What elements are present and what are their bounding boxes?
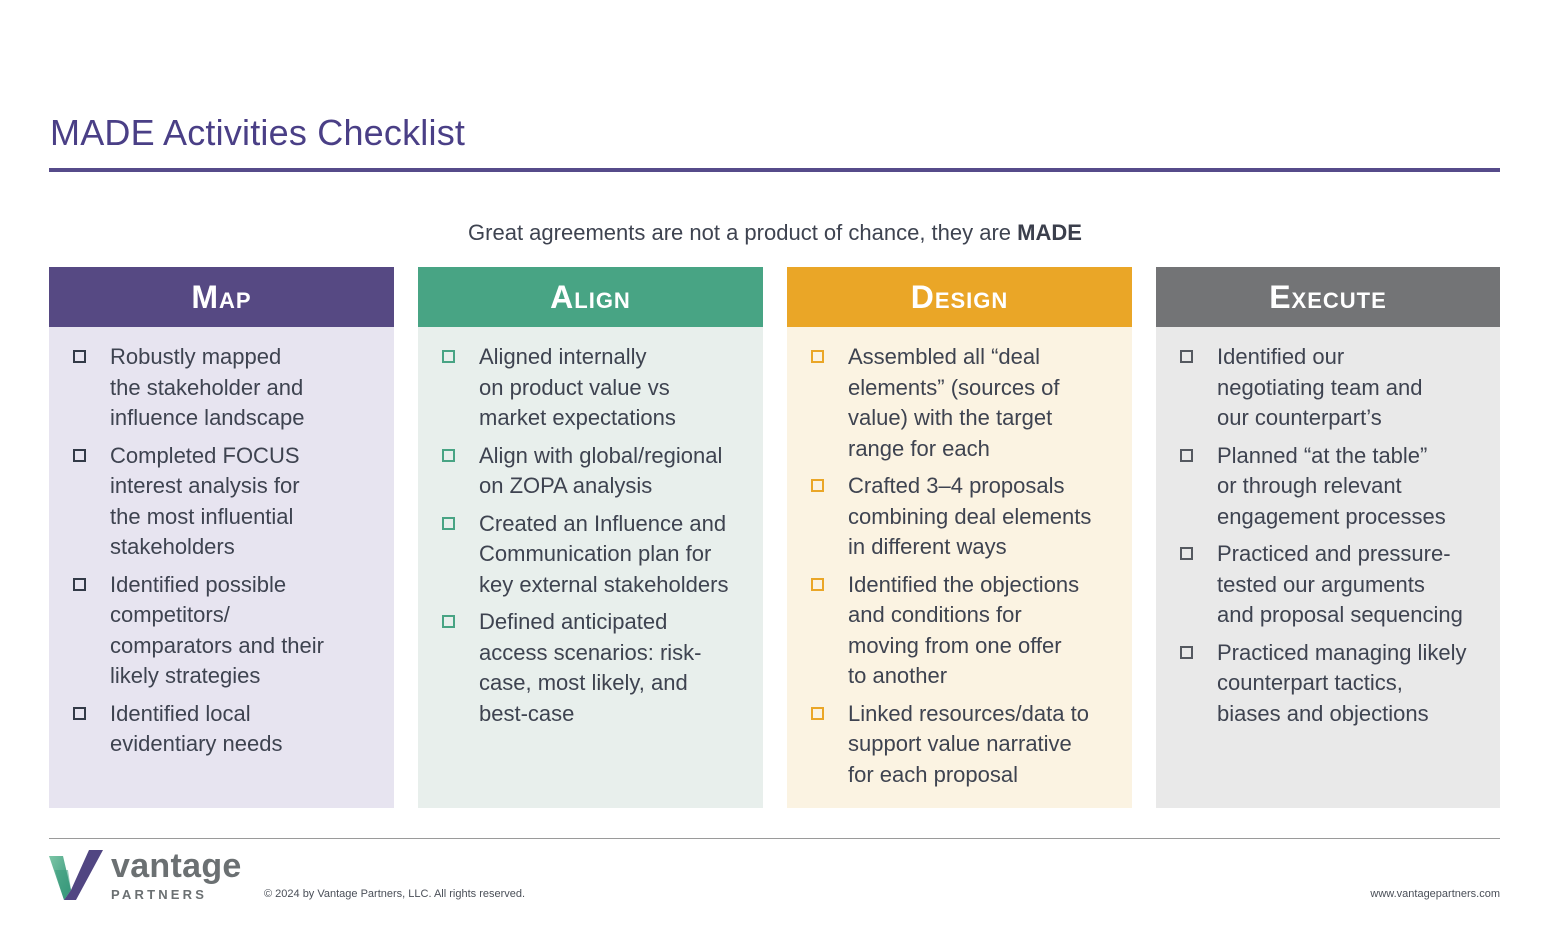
checkbox[interactable] bbox=[1180, 449, 1193, 462]
checkbox[interactable] bbox=[442, 615, 455, 628]
checklist-item bbox=[49, 699, 394, 760]
tagline-emphasis: MADE bbox=[1017, 220, 1082, 245]
logo-subtitle: PARTNERS bbox=[111, 887, 208, 902]
checklist-item bbox=[1156, 441, 1500, 533]
checklist-item bbox=[418, 509, 763, 601]
column-heading-execute: Execute bbox=[1156, 267, 1500, 327]
checklist-item-text: Created an Influence and Communication plan for key external stakeholders bbox=[479, 510, 729, 597]
checkbox[interactable] bbox=[73, 578, 86, 591]
checklist-item bbox=[787, 570, 1132, 692]
column-map bbox=[49, 267, 394, 808]
footer-divider bbox=[49, 838, 1500, 839]
checklist-item-text: Aligned internally on product value vs market expectations bbox=[479, 344, 676, 430]
checklist-item-text: Defined anticipated access scenarios: risk- case, most likely, and best-case bbox=[479, 609, 702, 726]
checkbox[interactable] bbox=[1180, 350, 1193, 363]
checklist-item-text: Identified the objections and conditions for moving from one offer to another bbox=[848, 571, 1080, 688]
column-heading-map: Map bbox=[49, 267, 394, 327]
checklist-item-text: Planned “at the table” or through relevant engagement processes bbox=[1217, 442, 1446, 529]
checklist-item-text: Assembled all “deal elements” (sources of value) with the target range for each bbox=[848, 344, 1060, 461]
checkbox[interactable] bbox=[442, 517, 455, 530]
checkbox[interactable] bbox=[442, 350, 455, 363]
checklist-item bbox=[418, 607, 763, 729]
column-align bbox=[418, 267, 763, 808]
tagline bbox=[0, 220, 1550, 246]
checkbox[interactable] bbox=[1180, 646, 1193, 659]
checkbox[interactable] bbox=[811, 707, 824, 720]
checkbox[interactable] bbox=[73, 449, 86, 462]
checklist-item bbox=[1156, 539, 1500, 631]
checklist-item-text: Identified possible competitors/ comparators and their likely strategies bbox=[110, 571, 324, 688]
checklist-item bbox=[49, 570, 394, 692]
checkbox[interactable] bbox=[442, 449, 455, 462]
checklist-item-text: Identified local evidentiary needs bbox=[110, 700, 283, 756]
column-heading-align: Align bbox=[418, 267, 763, 327]
checklist-item-text: Practiced and pressure- tested our arguments and proposal sequencing bbox=[1217, 541, 1463, 627]
checklist-item bbox=[1156, 342, 1500, 434]
checkbox[interactable] bbox=[811, 350, 824, 363]
checklist-item bbox=[787, 471, 1132, 563]
copyright-text: © 2024 by Vantage Partners, LLC. All rights reserved. bbox=[264, 888, 526, 900]
checklist-item-text: Linked resources/data to support value narrative for each proposal bbox=[848, 700, 1089, 787]
column-design bbox=[787, 267, 1132, 808]
checklist-item bbox=[49, 441, 394, 563]
column-execute bbox=[1156, 267, 1500, 808]
tagline-text: Great agreements are not a product of chance, they are bbox=[468, 220, 1018, 245]
checklist-item bbox=[418, 342, 763, 434]
checklist-item bbox=[787, 342, 1132, 464]
checkbox[interactable] bbox=[811, 578, 824, 591]
column-heading-design: Design bbox=[787, 267, 1132, 327]
vantage-v-icon bbox=[49, 850, 105, 902]
checklist-item-text: Identified our negotiating team and our counterpart’s bbox=[1217, 344, 1423, 430]
vantage-logo bbox=[49, 847, 249, 904]
column-body-design bbox=[787, 327, 1132, 808]
checklist-item bbox=[418, 441, 763, 502]
website-link[interactable]: www.vantagepartners.com bbox=[1370, 888, 1500, 900]
checkbox[interactable] bbox=[1180, 547, 1193, 560]
page-title: MADE Activities Checklist bbox=[50, 112, 466, 153]
checklist-item bbox=[1156, 638, 1500, 730]
column-body-execute bbox=[1156, 327, 1500, 808]
checkbox[interactable] bbox=[73, 350, 86, 363]
checkbox[interactable] bbox=[73, 707, 86, 720]
checkbox[interactable] bbox=[811, 479, 824, 492]
checklist-item-text: Align with global/regional on ZOPA analysis bbox=[479, 442, 723, 498]
logo-wordmark: vantage bbox=[111, 847, 242, 885]
checklist-item bbox=[787, 699, 1132, 791]
checklist-item-text: Crafted 3–4 proposals combining deal elements in different ways bbox=[848, 473, 1092, 559]
column-body-map bbox=[49, 327, 394, 808]
checklist-item-text: Robustly mapped the stakeholder and influence landscape bbox=[110, 344, 305, 430]
column-body-align bbox=[418, 327, 763, 808]
checklist-item-text: Completed FOCUS interest analysis for the most influential stakeholders bbox=[110, 442, 300, 559]
checklist-item-text: Practiced managing likely counterpart tactics, biases and objections bbox=[1217, 639, 1467, 726]
checklist-item bbox=[49, 342, 394, 434]
title-divider bbox=[49, 168, 1500, 172]
